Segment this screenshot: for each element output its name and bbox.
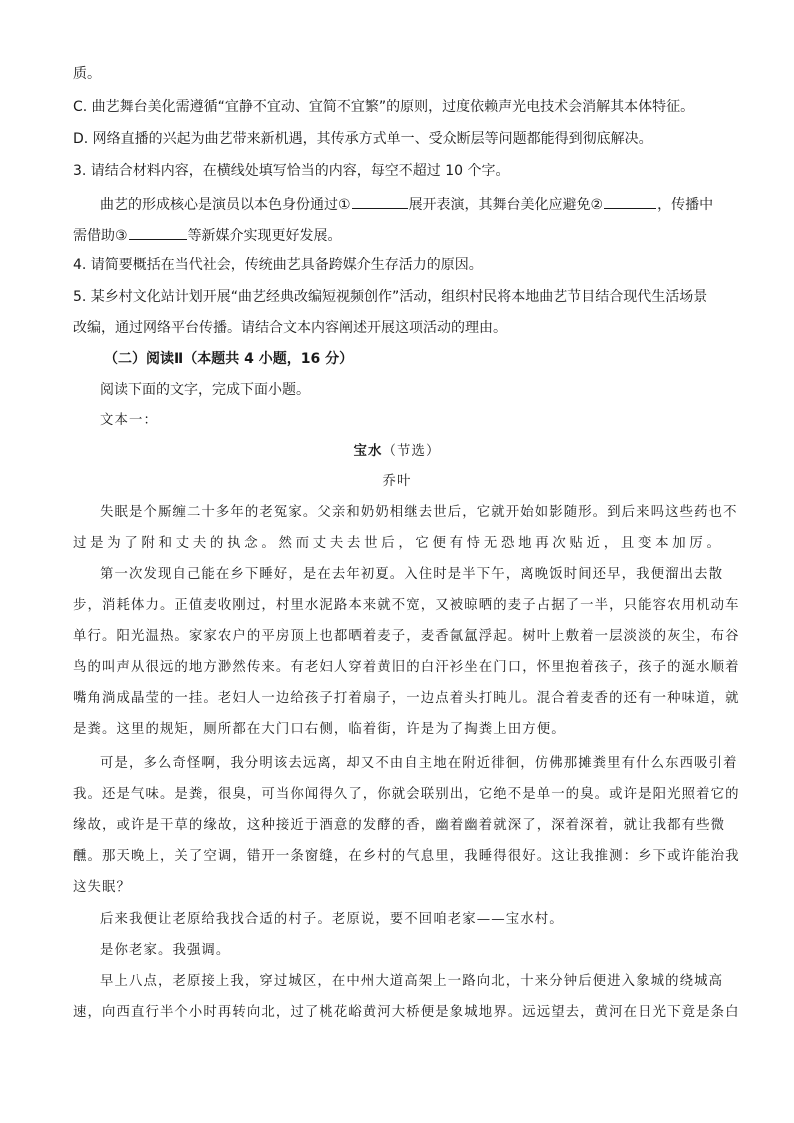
passage-line: 醺。那天晚上，关了空调，错开一条窗缝，在乡村的气息里，我睡得很好。这让我推测：乡下或许能治我 xyxy=(73,849,740,864)
passage-line: 步，消耗体力。正值麦收刚过，村里水泥路本来就不宽，又被晾晒的麦子占据了一半，只能容农用机动车 xyxy=(73,598,740,613)
option-d: D. 网络直播的兴起为曲艺带来新机遇，其传承方式单一、受众断层等问题都能得到彻底解决。 xyxy=(73,131,653,147)
question-4: 4. 请简要概括在当代社会，传统曲艺具备跨媒介生存活力的原因。 xyxy=(73,257,483,273)
passage-line: 失眠是个厮缠二十多年的老冤家。父亲和奶奶相继去世后，它就开始如影随形。到后来吗这些药也不 xyxy=(100,505,738,520)
passage-line: 我。还是气味。是粪，很臭，可当你闻得久了，你就会联别出，它绝不是单一的臭。或许是阳光照着它的 xyxy=(73,787,740,802)
text-line: 质。 xyxy=(73,66,101,82)
passage-line: 过是为了附和丈夫的执念。然而丈夫去世后，它便有恃无恐地再次贴近，且变本加厉。 xyxy=(73,536,721,551)
title-main: 宝水 xyxy=(353,443,383,459)
passage-line: 缘故，或许是干草的缘故，这种接近于酒意的发酵的香，幽着幽着就深了，深着深着，就让我都有些微 xyxy=(73,818,726,833)
title-note: （节选） xyxy=(382,444,441,459)
passage-line: 第一次发现自己能在乡下睡好，是在去年初夏。入住时是半下午，离晚饭时间还早，我便溜出去散 xyxy=(100,567,724,582)
fill-text: ，传播中 xyxy=(657,197,714,213)
passage-line: 早上八点，老原接上我，穿过城区，在中州大道高架上一路向北，十来分钟后便进入象城的绕城高 xyxy=(100,974,724,989)
reading-instruction: 阅读下面的文字，完成下面小题。 xyxy=(100,382,310,398)
answer-blank-2[interactable] xyxy=(604,193,656,209)
fill-text: 等新媒介实现更好发展。 xyxy=(187,228,342,244)
passage-line: 嘴角淌成晶莹的一挂。老妇人一边给孩子打着扇子，一边点着头打盹儿。混合着麦香的还有一种味道，就 xyxy=(73,691,740,706)
fill-text: 需借助③ xyxy=(73,228,128,244)
section-heading: （二）阅读Ⅱ（本题共 4 小题，16 分） xyxy=(104,351,354,367)
passage-author: 乔叶 xyxy=(382,474,412,489)
passage-line: 是你老家。我强调。 xyxy=(100,943,231,958)
fill-blank-line-2 xyxy=(73,224,342,246)
answer-blank-1[interactable] xyxy=(352,193,408,209)
option-c: C. 曲艺舞台美化需遵循“宜静不宜动、宜简不宜繁”的原则，过度依赖声光电技术会消解其本体特征。 xyxy=(73,99,695,115)
passage-line: 速，向西直行半个小时再转向北，过了桃花峪黄河大桥便是象城地界。远远望去，黄河在日光下竟是条白 xyxy=(73,1005,740,1020)
question-5-cont: 改编，通过网络平台传播。请结合文本内容阐述开展这项活动的理由。 xyxy=(73,320,507,336)
question-5: 5. 某乡村文化站计划开展“曲艺经典改编短视频创作”活动，组织村民将本地曲艺节目结合现代生活场景 xyxy=(73,289,708,305)
passage-line: 鸟的叫声从很远的地方渺然传来。有老妇人穿着黄旧的白汗衫坐在门口，怀里抱着孩子，孩子的涎水顺着 xyxy=(73,660,740,675)
fill-blank-line-1 xyxy=(100,193,713,215)
passage-title xyxy=(0,441,794,462)
passage-line: 可是，多么奇怪啊，我分明该去远离，却又不由自主地在附近徘徊，仿佛那摊粪里有什么东西吸引着 xyxy=(100,756,738,771)
passage-line: 后来我便让老原给我找合适的村子。老原说，要不回咱老家——宝水村。 xyxy=(100,912,564,927)
fill-text: 曲艺的形成核心是演员以本色身份通过① xyxy=(100,197,351,213)
answer-blank-3[interactable] xyxy=(129,224,187,240)
question-3: 3. 请结合材料内容，在横线处填写恰当的内容，每空不超过 10 个字。 xyxy=(73,163,510,179)
passage-line: 是粪。这里的规矩，厕所都在大门口右侧，临着街，许是为了掏粪上田方便。 xyxy=(73,722,566,737)
passage-line: 这失眠？ xyxy=(73,880,131,895)
text-label: 文本一： xyxy=(100,413,158,428)
passage-line: 单行。阳光温热。家家农户的平房顶上也都晒着麦子，麦香氤氲浮起。树叶上敷着一层淡淡的灰尘，布谷 xyxy=(73,629,740,644)
fill-text: 展开表演，其舞台美化应避免② xyxy=(408,197,604,213)
